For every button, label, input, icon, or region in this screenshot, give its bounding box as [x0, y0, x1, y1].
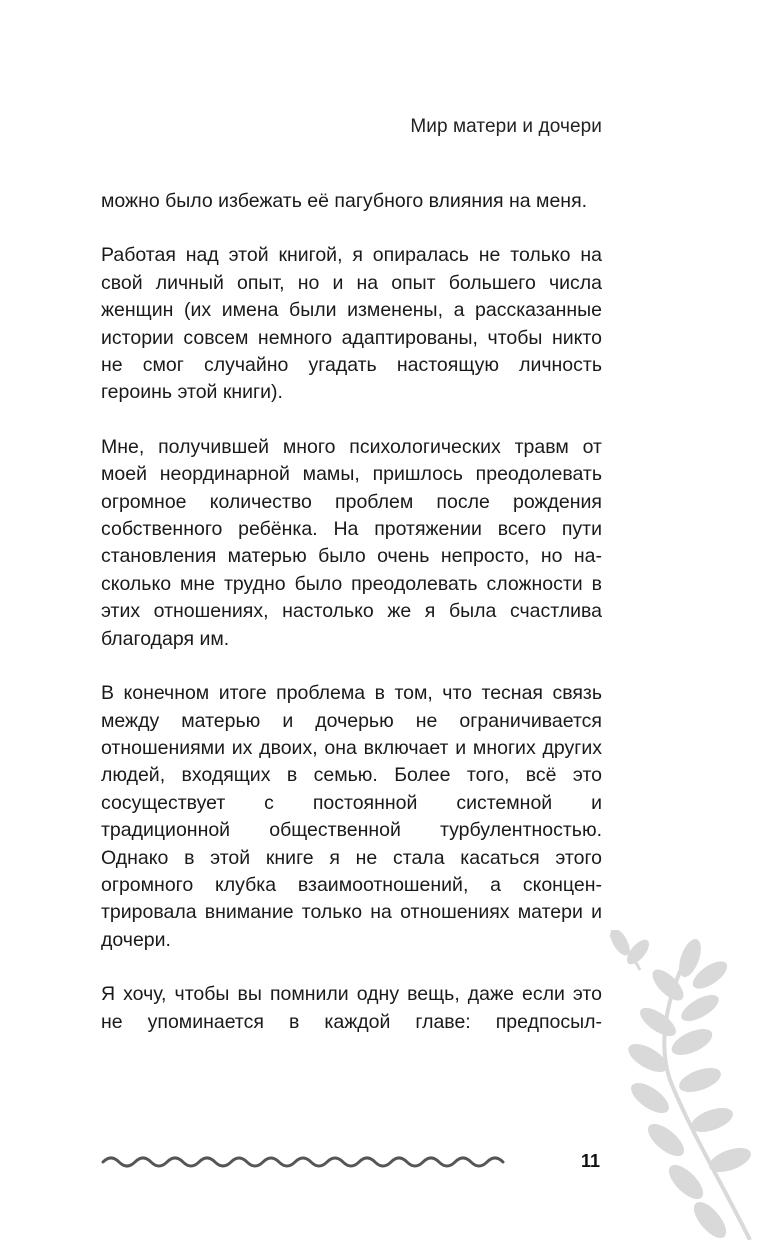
paragraph-1: можно было избежать её пагубного влияния на меня. [101, 190, 588, 212]
paragraph-2: Работая над этой книгой, я опиралась не только на свой личный опыт, но и на опыт большего числа женщин (их имена были изменены, а рассказанные истории совсем немного адаптированы, чтобы никто не смог случайно угадать настоящую личность героинь этой книги). [101, 244, 602, 404]
running-header: Мир матери и дочери [410, 116, 602, 137]
leaf-sprig-icon [600, 930, 768, 1240]
paragraph-4: В конечном итоге проблема в том, что тесная связь между матерью и дочерью не ограничивается отношениями их двоих, она включает и многих других людей, входящих в семью. Более того, всё это сосуществует с постоянной системной и традиционной общественной турбулентностью. Однако в этой книге я не стала касаться этого огромного клубка взаимоотношений, а сконцентрировала внимание только на отношениях матери и дочери. [101, 682, 602, 951]
paragraph-5: Я хочу, чтобы вы помнили одну вещь, даже если это не упоминается в каждой главе: предпосыл- [101, 983, 602, 1033]
body-text [101, 188, 602, 1063]
wavy-line-icon [101, 1152, 505, 1172]
paragraph-3: Мне, получившей много психологических травм от моей неординарной мамы, пришлось преодолевать огромное количество проблем после рождения собственного ребёнка. На протяжении всего пути становления матерью было очень непросто, но насколько мне трудно было преодолевать сложности в этих отношениях, настолько же я была счастлива благодаря им. [101, 435, 602, 650]
page-number: 11 [580, 1151, 600, 1171]
